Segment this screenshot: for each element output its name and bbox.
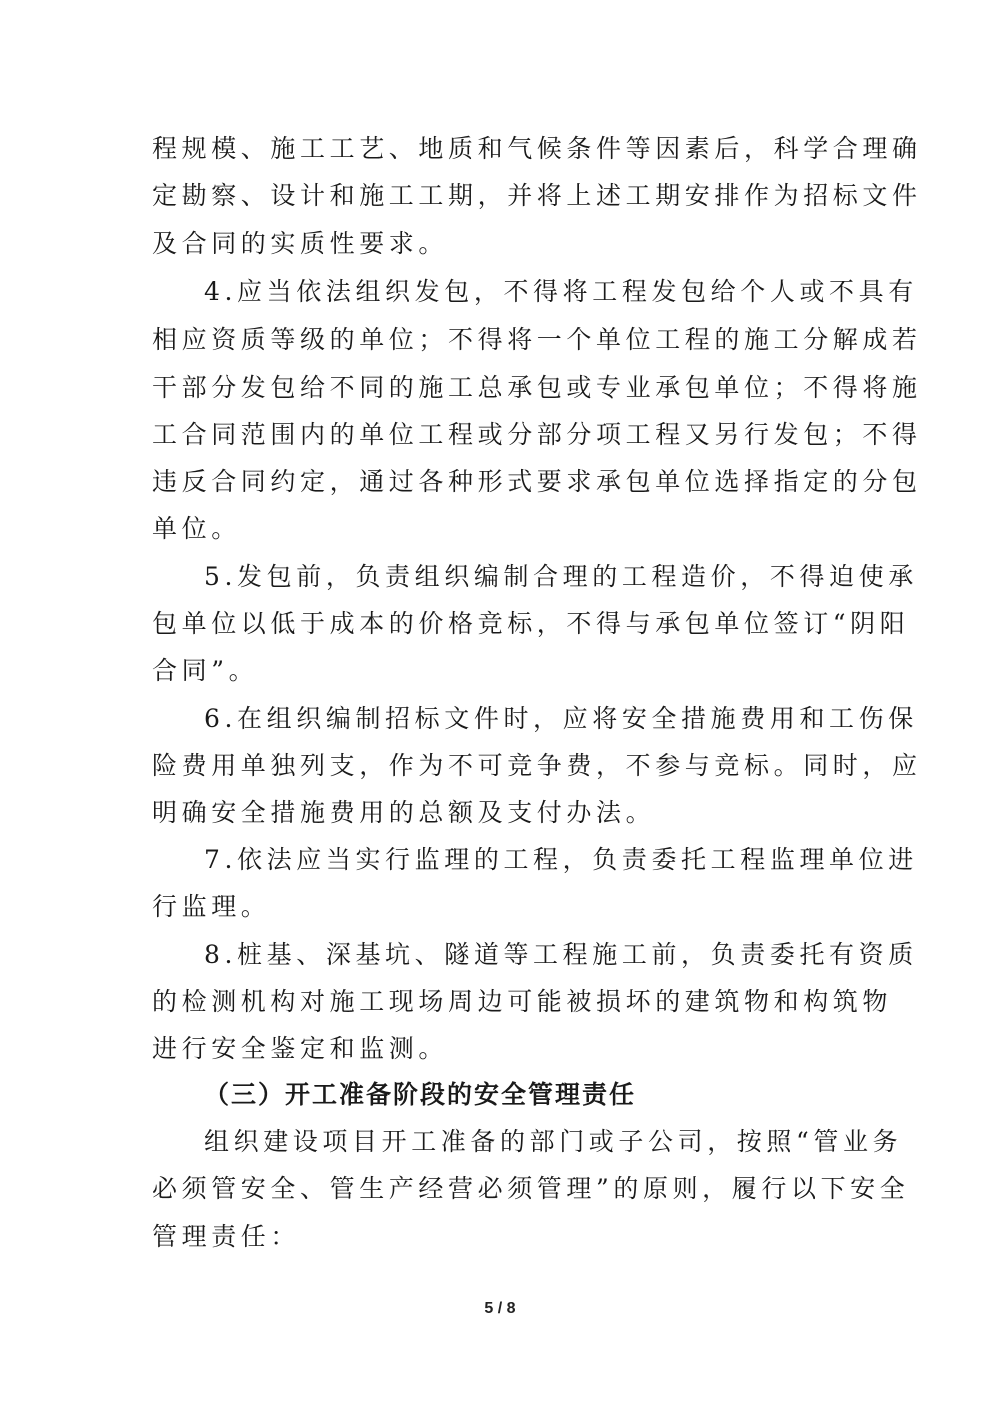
body-line: 单位。 <box>152 514 241 543</box>
paragraph-7-start: 7.依法应当实行监理的工程，负责委托工程监理单位进 <box>204 845 918 874</box>
body-line: 险费用单独列支，作为不可竞争费，不参与竞标。同时，应 <box>152 751 922 780</box>
body-line: 进行安全鉴定和监测。 <box>152 1034 449 1063</box>
body-line: 管理责任： <box>152 1222 301 1251</box>
paragraph-section3-start: 组织建设项目开工准备的部门或子公司，按照“管业务 <box>204 1127 903 1156</box>
body-line: 行监理。 <box>152 892 271 921</box>
paragraph-4-start: 4.应当依法组织发包，不得将工程发包给个人或不具有 <box>204 277 918 306</box>
page-number: 5 / 8 <box>484 1300 516 1317</box>
body-line: 违反合同约定，通过各种形式要求承包单位选择指定的分包 <box>152 467 922 496</box>
body-line: 定勘察、设计和施工工期，并将上述工期安排作为招标文件 <box>152 181 922 210</box>
body-line: 及合同的实质性要求。 <box>152 229 449 258</box>
body-line: 干部分发包给不同的施工总承包或专业承包单位；不得将施 <box>152 373 922 402</box>
body-line: 包单位以低于成本的价格竞标，不得与承包单位签订“阴阳 <box>152 609 910 638</box>
body-line: 的检测机构对施工现场周边可能被损坏的建筑物和构筑物 <box>152 987 893 1016</box>
body-line: 相应资质等级的单位；不得将一个单位工程的施工分解成若 <box>152 325 922 354</box>
body-line: 程规模、施工工艺、地质和气候条件等因素后，科学合理确 <box>152 134 922 163</box>
paragraph-5-start: 5.发包前，负责组织编制合理的工程造价，不得迫使承 <box>204 562 918 591</box>
section-heading: （三）开工准备阶段的安全管理责任 <box>204 1080 637 1109</box>
paragraph-6-start: 6.在组织编制招标文件时，应将安全措施费用和工伤保 <box>204 704 918 733</box>
body-line: 工合同范围内的单位工程或分部分项工程又另行发包；不得 <box>152 420 922 449</box>
body-line: 合同”。 <box>152 656 259 685</box>
paragraph-8-start: 8.桩基、深基坑、隧道等工程施工前，负责委托有资质 <box>204 940 918 969</box>
body-line: 明确安全措施费用的总额及支付办法。 <box>152 798 656 827</box>
body-line: 必须管安全、管生产经营必须管理”的原则，履行以下安全 <box>152 1174 910 1203</box>
